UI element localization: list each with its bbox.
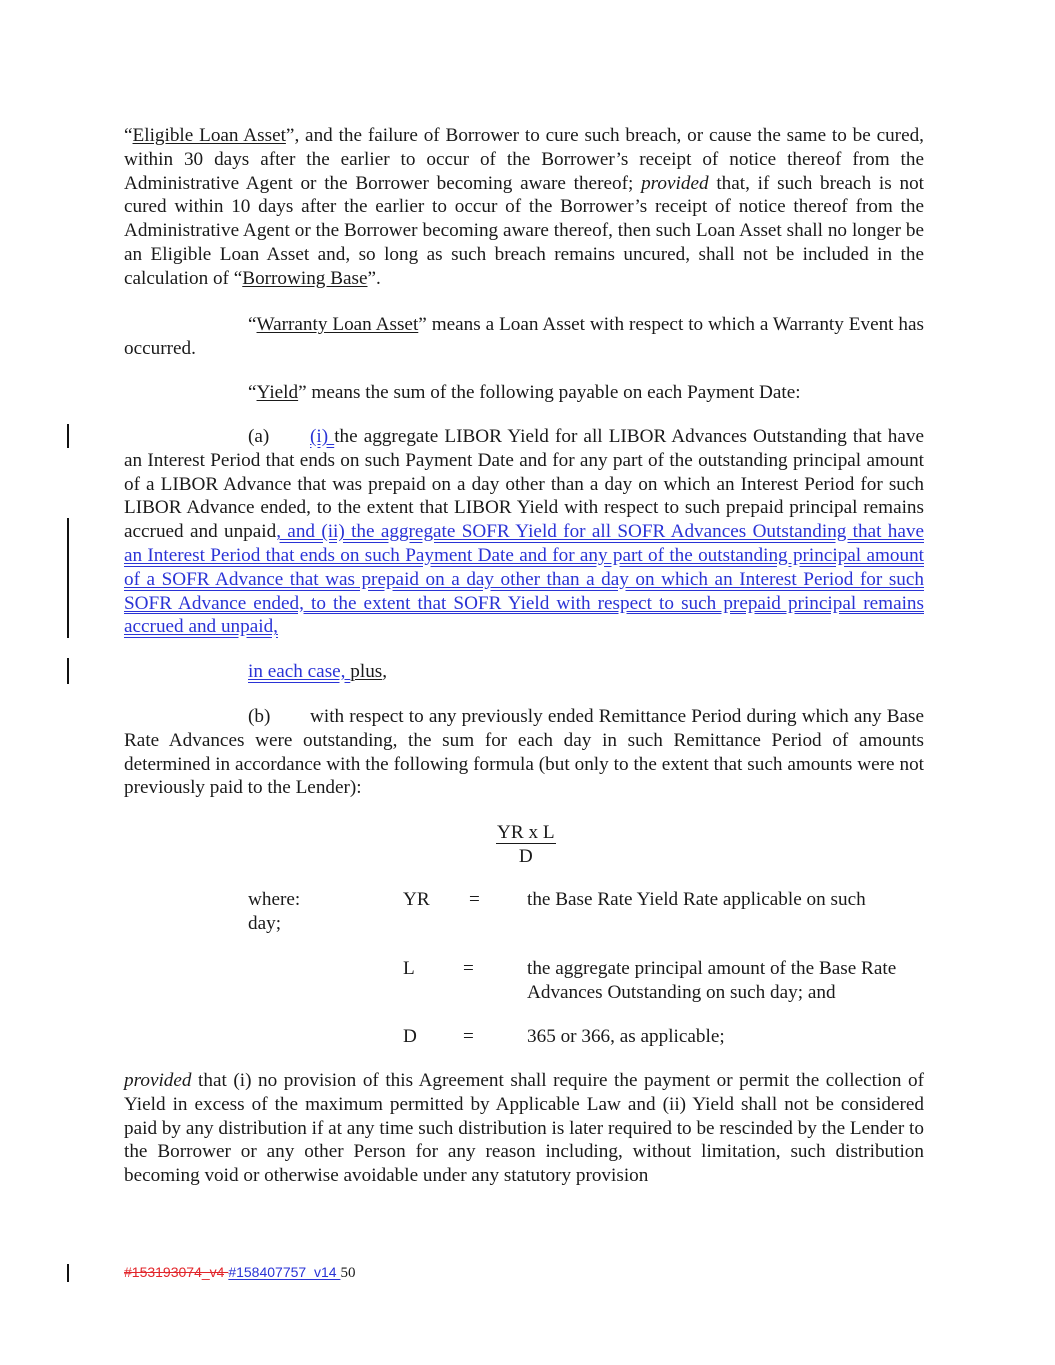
plus-term: plus [350, 661, 383, 682]
para1-text-b: that, if such breach is not cured within 10 days after the earlier to occur of the Borrower’s receipt of notice thereof from the Administrative Agent or the Borrower becoming aware thereof, then such Loan Asset shall no longer be an Eligible Loan Asset and, so long as such breach remains uncured, shall not be included in the calculation of “ [124, 172, 924, 289]
yield-definition [124, 381, 924, 405]
formula-def-d: 365 or 366, as applicable; [527, 1026, 725, 1047]
defined-term-borrowing-base: Borrowing Base [242, 267, 368, 289]
formula-eq-yr: = [469, 889, 480, 910]
formula-var-d: D [403, 1026, 417, 1047]
open-quote: “ [248, 314, 257, 335]
yield-text: ” means the sum of the following payable on each Payment Date: [298, 382, 801, 403]
change-bar [67, 424, 69, 448]
formula-denominator: D [518, 845, 533, 867]
defined-term-yield: Yield [256, 382, 299, 403]
in-each-case-plus [124, 660, 924, 684]
change-bar [67, 658, 69, 684]
page-number: 50 [340, 1265, 356, 1281]
formula-numerator: YR x L [497, 822, 555, 843]
para1-text-a: ”, and the failure of Borrower to cure such breach, or cause the same to be cured, within 30 days after the earlier to occur of the Borrower’s receipt of notice thereof from the Administrative Agent or the Borrower becoming aware thereof; [124, 125, 924, 194]
open-quote: “ [124, 125, 133, 146]
formula-var-yr: YR [403, 889, 430, 910]
formula-eq-l: = [463, 958, 474, 979]
formula-fraction [496, 821, 556, 869]
eligible-loan-asset-paragraph [124, 124, 924, 291]
inserted-text-in-each-case: in each case, [248, 661, 351, 682]
clause-b-text: with respect to any previously ended Remittance Period during which any Base Rate Advances were outstanding, the sum for each day in such Remittance Period of amounts determined in accordance with the following formula (but only to the extent that such amounts were not previously paid to the Lender): [124, 706, 924, 799]
formula-def-yr: the Base Rate Yield Rate applicable on such [527, 889, 866, 910]
page-footer [124, 1264, 355, 1282]
formula-def-l-line2: Advances Outstanding on such day; and [527, 982, 836, 1003]
inserted-text-i: (i) [310, 426, 335, 447]
defined-term-warranty-loan-asset: Warranty Loan Asset [256, 314, 419, 335]
inserted-text-ii: , and (ii) the aggregate SOFR Yield for all SOFR Advances Outstanding that have an Interest Period that ends on such Payment Date and for any part of the outstanding principal amount of a SOFR Advance that was prepaid on a day other than a day on which an Interest Period for such SOFR Advance ended, to the extent that SOFR Yield with respect to such prepaid principal remains accrued and unpaid, [124, 521, 924, 638]
clause-a [124, 425, 924, 639]
clause-b [124, 705, 924, 800]
clause-b-label: (b) [248, 706, 271, 727]
inserted-doc-id: #158407757_v14 [228, 1264, 341, 1280]
provided-italic: provided [641, 172, 709, 194]
defined-term-eligible-loan-asset: Eligible Loan Asset [132, 125, 286, 146]
warranty-loan-asset-definition [124, 313, 924, 361]
clause-a-text: the aggregate LIBOR Yield for all LIBOR Advances Outstanding that have an Interest Period that ends on such Payment Date and for any part of the outstanding principal amount of a LIBOR Advance that was prepaid on a day other than a day on which an Interest Period for such LIBOR Advance ended, to the extent that LIBOR Yield with respect to such prepaid principal remains accrued and unpaid [124, 426, 924, 543]
change-bar [67, 518, 69, 638]
formula-def-l: the aggregate principal amount of the Base Rate [527, 958, 897, 979]
clause-a-label: (a) [248, 426, 270, 447]
change-bar [67, 1264, 69, 1282]
formula-eq-d: = [463, 1026, 474, 1047]
where-wrap-day: day; [248, 913, 282, 934]
provided-italic: provided [124, 1070, 192, 1091]
formula-var-l: L [403, 958, 415, 979]
proviso-paragraph [124, 1069, 924, 1188]
deleted-doc-id: #153193074_v4 [124, 1264, 229, 1280]
warranty-text: ” means a Loan Asset with respect to which a Warranty Event has occurred. [124, 314, 925, 359]
comma: , [382, 661, 388, 682]
para1-text-c: ”. [367, 267, 381, 289]
open-quote: “ [248, 382, 257, 403]
proviso-text: that (i) no provision of this Agreement shall require the payment or permit the collection of Yield in excess of the maximum permitted by Applicable Law and (ii) Yield shall not be considered paid by any distribution if at any time such distribution is later required to be rescinded by the Lender to the Borrower or any other Person for any reason including, without limitation, such distribution becoming void or otherwise avoidable under any statutory provision [124, 1070, 924, 1187]
where-label: where: [248, 889, 301, 910]
